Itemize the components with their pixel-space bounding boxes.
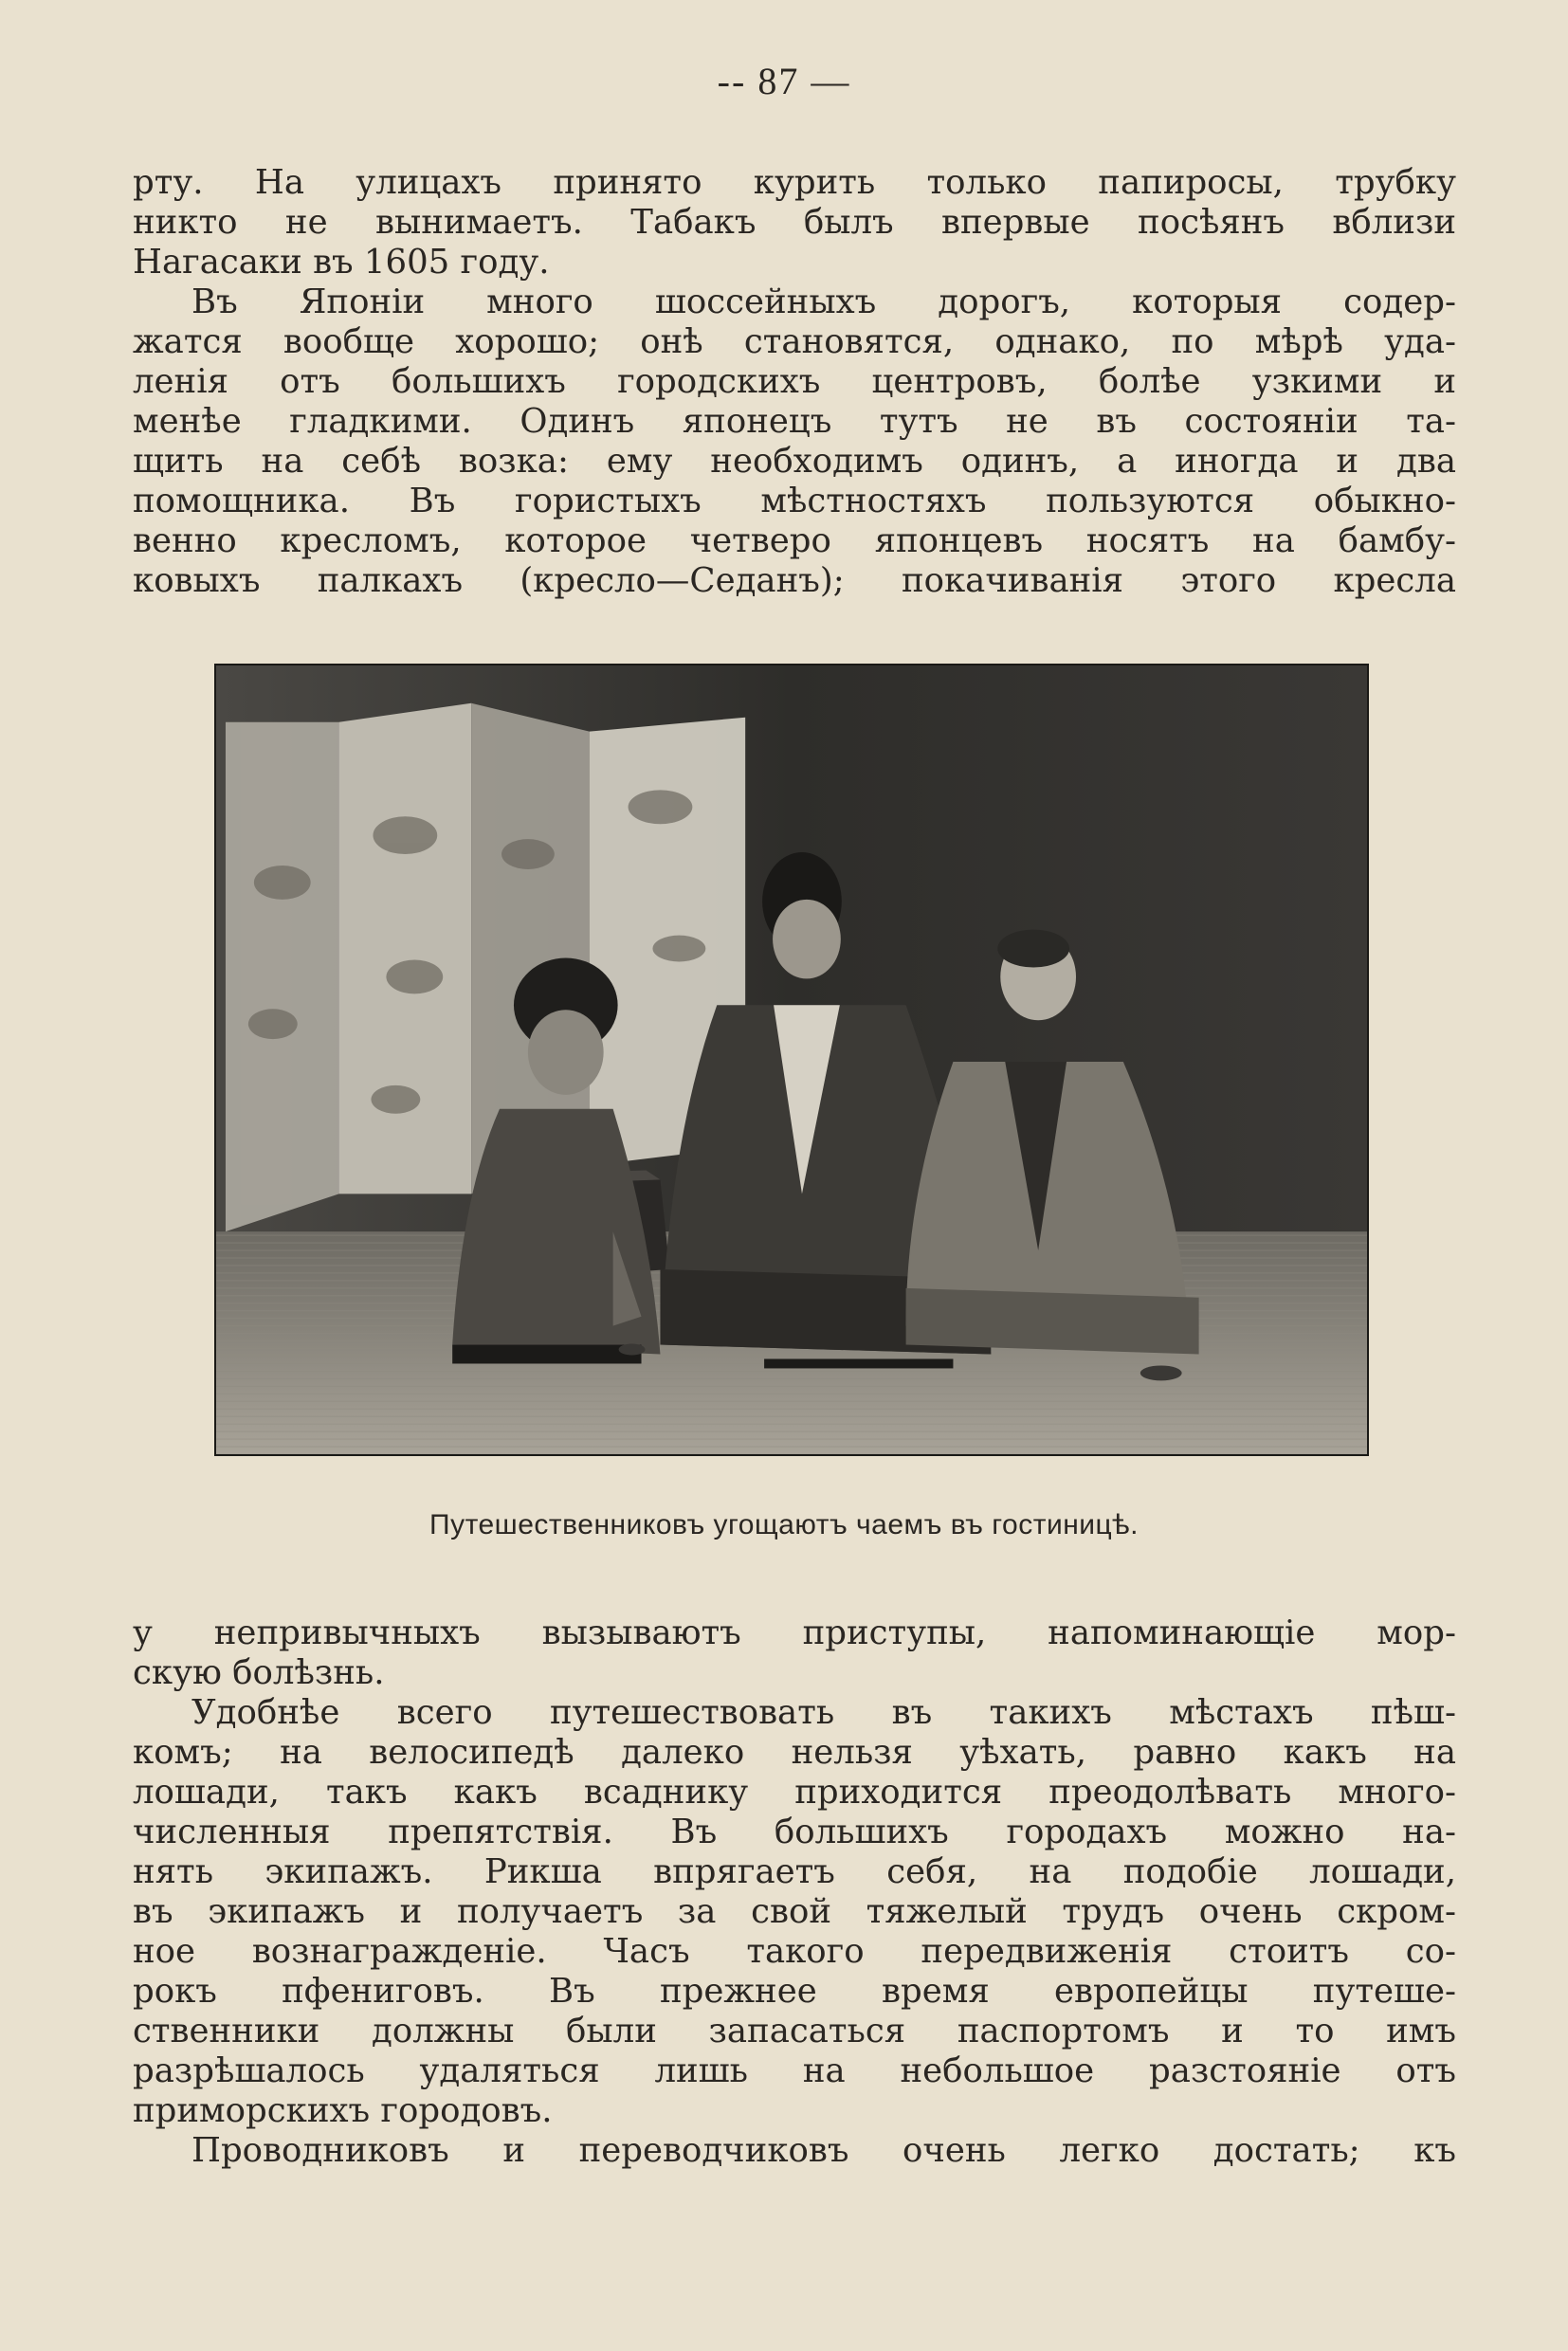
text-line: никто не вынимаетъ. Табакъ былъ впервые посѣянъ вблизи xyxy=(133,203,1456,242)
text-line: разрѣшалось удаляться лишь на небольшое разстояніе отъ xyxy=(133,2051,1456,2090)
text-line: рту. На улицахъ принято курить только папиросы, трубку xyxy=(133,163,1456,202)
text-block-bottom xyxy=(133,1613,1456,2171)
text-line: ное вознагражденіе. Часъ такого передвиженія стоитъ со- xyxy=(133,1932,1456,1971)
text-line: венно кресломъ, которое четверо японцевъ носятъ на бамбу- xyxy=(133,521,1456,560)
text-block-top xyxy=(133,163,1456,601)
text-line: Въ Японіи много шоссейныхъ дорогъ, которыя содер- xyxy=(191,282,1456,321)
text-line: Нагасаки въ 1605 году. xyxy=(133,243,550,282)
text-line: ленія отъ большихъ городскихъ центровъ, болѣе узкими и xyxy=(133,362,1456,401)
text-line: менѣе гладкими. Одинъ японецъ тутъ не въ состояніи та- xyxy=(133,402,1456,441)
text-line: рокъ пфениговъ. Въ прежнее время европейцы путеше- xyxy=(133,1972,1456,2011)
text-line: ственники должны были запасаться паспортомъ и то имъ xyxy=(133,2012,1456,2050)
figure-caption: Путешественниковъ угощаютъ чаемъ въ гостиницѣ. xyxy=(429,1509,1139,1540)
page-number: -- 87 — xyxy=(717,60,851,102)
text-line: нять экипажъ. Рикша впрягаетъ себя, на подобіе лошади, xyxy=(133,1852,1456,1891)
text-line: ковыхъ палкахъ (кресло—Седанъ); покачиванія этого кресла xyxy=(133,561,1456,600)
text-line: приморскихъ городовъ. xyxy=(133,2091,553,2130)
text-line: Удобнѣе всего путешествовать въ такихъ мѣстахъ пѣш- xyxy=(191,1693,1456,1732)
text-line: у непривычныхъ вызываютъ приступы, напоминающіе мор- xyxy=(133,1613,1456,1652)
text-line: щить на себѣ возка: ему необходимъ одинъ, а иногда и два xyxy=(133,442,1456,481)
text-line: въ экипажъ и получаетъ за свой тяжелый трудъ очень скром- xyxy=(133,1892,1456,1931)
photograph-illustration xyxy=(216,665,1367,1454)
text-line: Проводниковъ и переводчиковъ очень легко достать; къ xyxy=(191,2131,1456,2170)
text-line: помощника. Въ гористыхъ мѣстностяхъ пользуются обыкно- xyxy=(133,482,1456,520)
text-line: скую болѣзнь. xyxy=(133,1653,385,1692)
photograph-tea-in-inn xyxy=(214,664,1369,1456)
text-line: жатся вообще хорошо; онѣ становятся, однако, по мѣрѣ уда- xyxy=(133,322,1456,361)
text-line: комъ; на велосипедѣ далеко нельзя уѣхать, равно какъ на xyxy=(133,1733,1456,1772)
text-line: численныя препятствія. Въ большихъ городахъ можно на- xyxy=(133,1813,1456,1851)
text-line: лошади, такъ какъ всаднику приходится преодолѣвать много- xyxy=(133,1773,1456,1812)
